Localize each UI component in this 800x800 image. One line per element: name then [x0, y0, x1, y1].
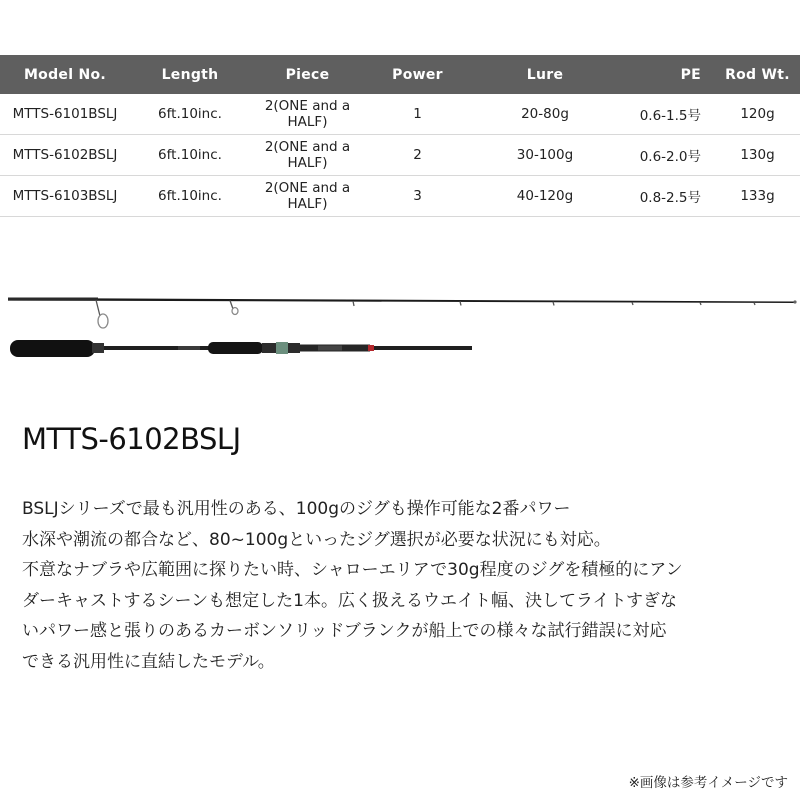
description-line: できる汎用性に直結したモデル。 — [22, 651, 275, 672]
table-row — [0, 135, 800, 176]
cell-pe: 0.8-2.5号 — [620, 176, 715, 217]
header-model-no: Model No. — [0, 55, 130, 94]
cell-model-no: MTTS-6103BSLJ — [0, 176, 130, 217]
table-header-row — [0, 55, 800, 94]
cell-lure: 20-80g — [470, 94, 620, 135]
cell-length: 6ft.10inc. — [130, 176, 250, 217]
fishing-rod-icon — [0, 270, 800, 380]
header-length: Length — [130, 55, 250, 94]
description-line: ダーキャストするシーンも想定した1本。広く扱えるウエイト幅、決してライトすぎな — [22, 590, 677, 611]
description-line: いパワー感と張りのあるカーボンソリッドブランクが船上での様々な試行錯誤に対応 — [22, 621, 667, 641]
spec-table — [0, 55, 800, 217]
header-power: Power — [365, 55, 470, 94]
table-row — [0, 94, 800, 135]
cell-power: 2 — [365, 135, 470, 176]
cell-lure: 30-100g — [470, 135, 620, 176]
cell-power: 3 — [365, 176, 470, 217]
cell-length: 6ft.10inc. — [130, 135, 250, 176]
cell-model-no: MTTS-6102BSLJ — [0, 135, 130, 176]
product-description — [22, 494, 782, 677]
description-line: 不意なナブラや広範囲に探りたい時、シャローエリアで30g程度のジグを積極的にアン — [22, 560, 683, 580]
cell-rod-wt: 130g — [715, 135, 800, 176]
cell-lure: 40-120g — [470, 176, 620, 217]
description-line: 水深や潮流の都合など、80~100gといったジグ選択が必要な状況にも対応。 — [22, 529, 611, 550]
cell-model-no: MTTS-6101BSLJ — [0, 94, 130, 135]
cell-rod-wt: 133g — [715, 176, 800, 217]
description-line: BSLJシリーズで最も汎用性のある、100gのジグも操作可能な2番パワー — [22, 499, 571, 519]
header-pe: PE — [620, 55, 715, 94]
header-piece: Piece — [250, 55, 365, 94]
cell-length: 6ft.10inc. — [130, 94, 250, 135]
table-row — [0, 176, 800, 217]
model-title: MTTS-6102BSLJ — [22, 422, 241, 456]
fishing-rod-image — [0, 270, 800, 380]
cell-piece: 2(ONE and a HALF) — [250, 94, 365, 135]
header-rod-wt: Rod Wt. — [715, 55, 800, 94]
cell-pe: 0.6-2.0号 — [620, 135, 715, 176]
image-reference-note: ※画像は参考イメージです — [628, 775, 788, 791]
cell-pe: 0.6-1.5号 — [620, 94, 715, 135]
cell-power: 1 — [365, 94, 470, 135]
cell-rod-wt: 120g — [715, 94, 800, 135]
cell-piece: 2(ONE and a HALF) — [250, 176, 365, 217]
header-lure: Lure — [470, 55, 620, 94]
cell-piece: 2(ONE and a HALF) — [250, 135, 365, 176]
